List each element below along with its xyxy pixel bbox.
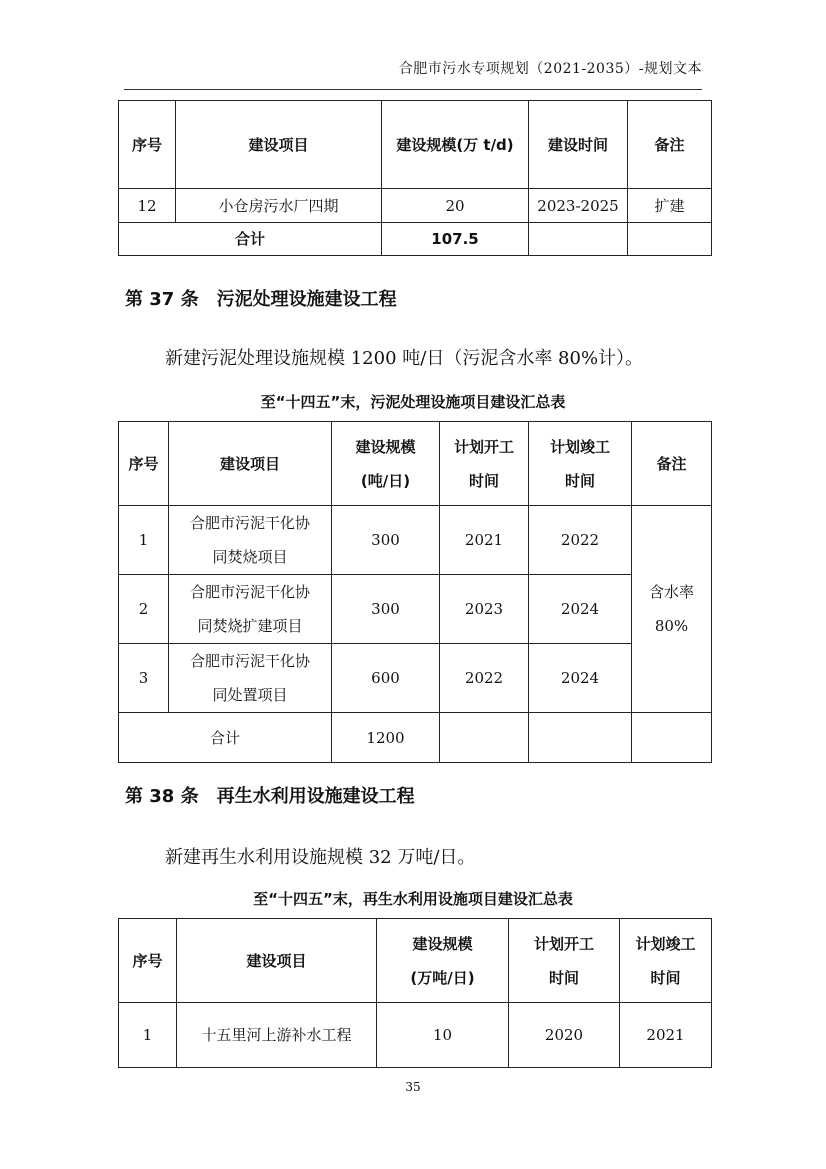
cell-line: 同焚烧项目 bbox=[212, 548, 288, 566]
header-cell-start bbox=[509, 919, 620, 1003]
cell-scale: 300 bbox=[332, 506, 440, 575]
cell-no: 12 bbox=[119, 189, 176, 223]
cell-start: 2021 bbox=[440, 506, 529, 575]
cell-remark: 扩建 bbox=[628, 189, 712, 223]
sludge-table-caption: 至“十四五”末，污泥处理设施项目建设汇总表 bbox=[260, 393, 566, 411]
cell-end: 2021 bbox=[620, 1003, 712, 1068]
header-line: 时间 bbox=[548, 968, 579, 987]
header-line: 时间 bbox=[564, 471, 595, 490]
cell-remark bbox=[632, 506, 712, 713]
cell-line: 合肥市污泥干化协 bbox=[189, 514, 310, 532]
cell-scale: 20 bbox=[382, 189, 529, 223]
empty-cell bbox=[628, 223, 712, 256]
empty-cell bbox=[632, 713, 712, 763]
table-row bbox=[119, 506, 712, 575]
header-cell-remark: 备注 bbox=[632, 422, 712, 506]
sludge-facility-table bbox=[118, 421, 712, 763]
header-line: (吨/日) bbox=[360, 471, 411, 490]
page-header-title: 合肥市污水专项规划（2021-2035）-规划文本 bbox=[398, 61, 702, 77]
header-cell-project: 建设项目 bbox=[177, 919, 377, 1003]
header-line: 计划竣工 bbox=[635, 934, 696, 953]
table-row bbox=[119, 644, 712, 713]
header-divider bbox=[124, 89, 702, 90]
cell-project: 十五里河上游补水工程 bbox=[177, 1003, 377, 1068]
article-number: 第 37 条 bbox=[125, 289, 199, 310]
cell-line: 同焚烧扩建项目 bbox=[197, 617, 303, 635]
header-line: 计划竣工 bbox=[549, 437, 610, 456]
article-38-text: 新建再生水利用设施规模 32 万吨/日。 bbox=[165, 847, 476, 868]
cell-no: 3 bbox=[119, 644, 169, 713]
total-value: 107.5 bbox=[382, 223, 529, 256]
cell-scale: 600 bbox=[332, 644, 440, 713]
cell-end: 2024 bbox=[529, 644, 632, 713]
cell-time: 2023-2025 bbox=[529, 189, 628, 223]
header-line: 计划开工 bbox=[533, 934, 594, 953]
reclaimed-water-table bbox=[118, 918, 712, 1068]
header-cell-end bbox=[620, 919, 712, 1003]
article-37-heading bbox=[125, 285, 397, 311]
empty-cell bbox=[529, 223, 628, 256]
article-37-text: 新建污泥处理设施规模 1200 吨/日（污泥含水率 80%计）。 bbox=[165, 348, 644, 369]
total-label: 合计 bbox=[119, 223, 382, 256]
header-cell-no: 序号 bbox=[119, 422, 169, 506]
header-line: 时间 bbox=[650, 968, 681, 987]
article-title: 污泥处理设施建设工程 bbox=[216, 289, 397, 310]
table-row bbox=[119, 1003, 712, 1068]
header-cell-no: 序号 bbox=[119, 101, 176, 189]
cell-project bbox=[169, 575, 332, 644]
cell-line: 同处置项目 bbox=[212, 686, 288, 704]
cell-line: 合肥市污泥干化协 bbox=[189, 652, 310, 670]
page-number: 35 bbox=[405, 1080, 421, 1094]
cell-project: 小仓房污水厂四期 bbox=[176, 189, 382, 223]
total-value: 1200 bbox=[332, 713, 440, 763]
header-line: 计划开工 bbox=[453, 437, 514, 456]
header-cell-scale bbox=[332, 422, 440, 506]
empty-cell bbox=[440, 713, 529, 763]
table-row bbox=[119, 189, 712, 223]
cell-end: 2024 bbox=[529, 575, 632, 644]
article-38-heading bbox=[125, 782, 415, 808]
reclaimed-water-table-caption: 至“十四五”末，再生水利用设施项目建设汇总表 bbox=[253, 890, 573, 908]
header-cell-project: 建设项目 bbox=[176, 101, 382, 189]
header-cell-scale bbox=[377, 919, 509, 1003]
cell-start: 2022 bbox=[440, 644, 529, 713]
table-total-row bbox=[119, 223, 712, 256]
cell-no: 2 bbox=[119, 575, 169, 644]
cell-no: 1 bbox=[119, 506, 169, 575]
table-header-row bbox=[119, 422, 712, 506]
header-cell-scale: 建设规模(万 t/d) bbox=[382, 101, 529, 189]
wastewater-plant-table bbox=[118, 100, 712, 256]
cell-scale: 10 bbox=[377, 1003, 509, 1068]
cell-no: 1 bbox=[119, 1003, 177, 1068]
header-line: 建设规模 bbox=[355, 437, 416, 456]
cell-project bbox=[169, 644, 332, 713]
header-line: 时间 bbox=[468, 471, 499, 490]
table-total-row bbox=[119, 713, 712, 763]
empty-cell bbox=[529, 713, 632, 763]
header-cell-no: 序号 bbox=[119, 919, 177, 1003]
cell-start: 2020 bbox=[509, 1003, 620, 1068]
cell-line: 含水率 bbox=[648, 583, 694, 601]
cell-scale: 300 bbox=[332, 575, 440, 644]
header-cell-project: 建设项目 bbox=[169, 422, 332, 506]
total-label: 合计 bbox=[119, 713, 332, 763]
table-header-row bbox=[119, 919, 712, 1003]
header-cell-end bbox=[529, 422, 632, 506]
cell-end: 2022 bbox=[529, 506, 632, 575]
cell-project bbox=[169, 506, 332, 575]
header-cell-remark: 备注 bbox=[628, 101, 712, 189]
table-row bbox=[119, 575, 712, 644]
article-number: 第 38 条 bbox=[125, 786, 199, 807]
header-cell-start bbox=[440, 422, 529, 506]
cell-line: 80% bbox=[654, 617, 689, 635]
header-line: (万吨/日) bbox=[410, 968, 475, 987]
header-line: 建设规模 bbox=[412, 934, 473, 953]
header-cell-time: 建设时间 bbox=[529, 101, 628, 189]
cell-start: 2023 bbox=[440, 575, 529, 644]
cell-line: 合肥市污泥干化协 bbox=[189, 583, 310, 601]
table-header-row bbox=[119, 101, 712, 189]
article-title: 再生水利用设施建设工程 bbox=[216, 786, 415, 807]
